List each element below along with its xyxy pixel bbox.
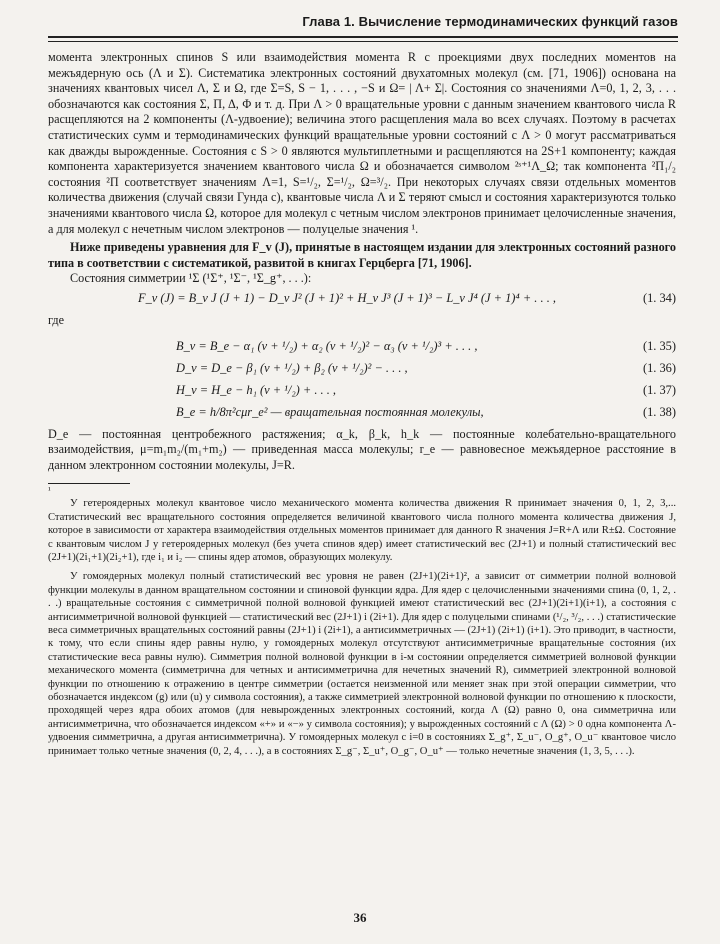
equation-1-38 [48, 405, 676, 427]
equation-number: (1. 34) [642, 290, 676, 305]
where-label: где [48, 312, 65, 327]
paragraph-3: Состояния симметрии ¹Σ (¹Σ⁺, ¹Σ⁻, ¹Σ_g⁺, . . .): [70, 271, 312, 286]
equation-1-34 [48, 291, 676, 313]
equation-1-36 [48, 361, 676, 383]
paragraph-1: момента электронных спинов S или взаимодействия момента R с проекциями двух последних моментов на межъядерную ось (Λ и Σ). Систематика электронных состояний двухатомных молекул (см. [71, 1906]) основана на значениях квантовых чисел Λ, Σ и Ω, где Σ=S, S − 1, . . . , −S и Ω= | Λ+ Σ|. Состояния со значениями Λ=0, 1, 2, 3, . . . обозначаются как состояния Σ, Π, Δ, Φ и т. д. При Λ > 0 вращательные уровни с данным значением квантового числа R расщепляются на 2 компоненты (Λ-удвоение); величина этого расщепления мала во всех случаях. Поэтому в расчетах статистических сумм и термодинамических функций вращательные уровни состояний с Λ > 0 могут рассматриваться как дважды вырожденные. Состояния с S > 0 являются мультиплетными и расщепляются на 2S+1 компоненту; каждая компонента характеризуется значением квантового числа Ω и обозначается символом ²ˢ⁺¹Λ_Ω; так компонента ²Π₁/₂ состояния ²Π соответствует значениям Λ=1, S=¹/₂, Σ=¹/₂, Ω=³/₂. При некоторых случаях связи отдельных моментов количества движения (случай связи Гунда c), квантовые числа Λ и Σ теряют смысл и состояния характеризуются только значениями квантового числа Ω, которое для молекул с четным числом электронов принимает целочисленные значения, а для молекул с нечетным числом электронов — полуцелые значения ¹. [48, 50, 676, 236]
footnote-paragraph-2: У гомоядерных молекул полный статистический вес уровня не равен (2J+1)(2i+1)², а зависит от симметрии полной волновой функции молекулы в данном вращательном состоянии и спиновой функции ядра. Для ядер с целочисленными значениями спина (0, 1, 2, . . .) вращательные состояния с симметричной полной волновой функцией имеют статистический вес (2J+1)(2i+1)(i+1), а состояния с антисимметричной волновой функцией — статистический вес (2J+1) i (2i+1). Для ядер с полуцелыми спинами (¹/₂, ³/₂, . . .) статистические веса симметричных вращательных состояний равны (2J+1) i (2i+1), а антисимметричных — (2J+1) (2i+1) (i+1). Это приводит, в частности, к тому, что если спины ядер равны нулю, у гомоядерных молекул отсутствуют антисимметричные вращательные состояния (их статистические веса равны нулю). Симметрия полной волновой функции в i-м состоянии определяется симметрией волновой функции механического момента (симметрична для четных и антисимметрична для нечетных значений R), симметрией электронной волновой функции по отношению к отражению в центре симметрии (остается неизменной или меняет знак при этой операции симметрии, что обозначается индексом (g) или (u) у символа состояния), а также симметрией электронной волновой функции по отношению к плоскости, проходящей через ядра обоих атомов (для невырожденных электронных состояний, когда Λ (Ω) равно 0, она симметрична или антисимметрична, что обозначается индексом «+» и «−» у символа состояния); у вырожденных состояний с Λ (Ω) > 0 одна компонента Λ-удвоения симметрична, а другая антисимметрична). У гомоядерных молекул с i=0 в состояниях Σ_g⁺, Σ_u⁻, O_g⁺, O_u⁻ квантовое число принимает только четные значения (0, 2, 4, . . .), а в состояниях Σ_g⁻, Σ_u⁺, O_g⁻, O_u⁺ — только нечетные значения (1, 3, 5, . . .). [48, 571, 676, 757]
equation-number: (1. 35) [642, 338, 676, 353]
equation-number: (1. 36) [642, 360, 676, 375]
equation-formula: D_v = D_e − β₁ (v + ¹/₂) + β₂ (v + ¹/₂)² − . . . , [176, 360, 408, 375]
footnote-paragraph-1: У гетероядерных молекул квантовое число механического момента количества движения R принимает значения 0, 1, 2, 3,... Статистический вес вращательного состояния определяется величиной квантового числа полного момента количества движения J, которое в зависимости от характера взаимодействия отдельных моментов принимает для данного R значения J=R+Λ или R±Ω. Состояние с квантовым числом J у гетероядерных молекул (без учета спинов ядер) имеет статистический вес (2J+1) и полный статистический вес (2J+1)(2i₁+1)(2i₂+1), где i₁ и i₂ — спины ядер атомов, образующих молекулу. [48, 498, 676, 563]
equation-formula: B_e = h/8π²cμr_e² — вращательная постоянная молекулы, [176, 404, 484, 419]
footnote-rule [48, 483, 130, 484]
body-text [48, 50, 676, 758]
footnote [48, 486, 676, 758]
equation-1-37 [48, 383, 676, 405]
definitions-paragraph: D_e — постоянная центробежного растяжения; α_k, β_k, h_k — постоянные колебательно-вращательного взаимодействия, μ=m₁m₂/(m₁+m₂) — приведенная масса молекулы; r_e — равновесное межъядерное расстояние в данном электронном состоянии молекулы, J=R. [48, 426, 676, 472]
paragraph-2: Ниже приведены уравнения для F_v (J), принятые в настоящем издании для электронных состояний разного типа в соответствии с систематикой, развитой в книгах Герцберга [71, 1906]. [48, 240, 676, 270]
header-rule-thick [48, 36, 678, 38]
running-title: Глава 1. Вычисление термодинамических функций газов [302, 14, 678, 29]
equation-formula: B_v = B_e − α₁ (v + ¹/₂) + α₂ (v + ¹/₂)² − α₃ (v + ¹/₂)³ + . . . , [176, 338, 478, 353]
header-rule-thin [48, 41, 678, 42]
equation-formula: H_v = H_e − h₁ (v + ¹/₂) + . . . , [176, 382, 337, 397]
footnote-marker: ¹ [48, 485, 51, 496]
equation-formula: F_v (J) = B_v J (J + 1) − D_v J² (J + 1)² + H_v J³ (J + 1)³ − L_v J⁴ (J + 1)⁴ + . . . , [138, 290, 556, 305]
page-number: 36 [353, 910, 367, 925]
equation-number: (1. 38) [642, 404, 676, 419]
equation-number: (1. 37) [642, 382, 676, 397]
equation-1-35 [48, 339, 676, 361]
equation-block [48, 339, 676, 427]
